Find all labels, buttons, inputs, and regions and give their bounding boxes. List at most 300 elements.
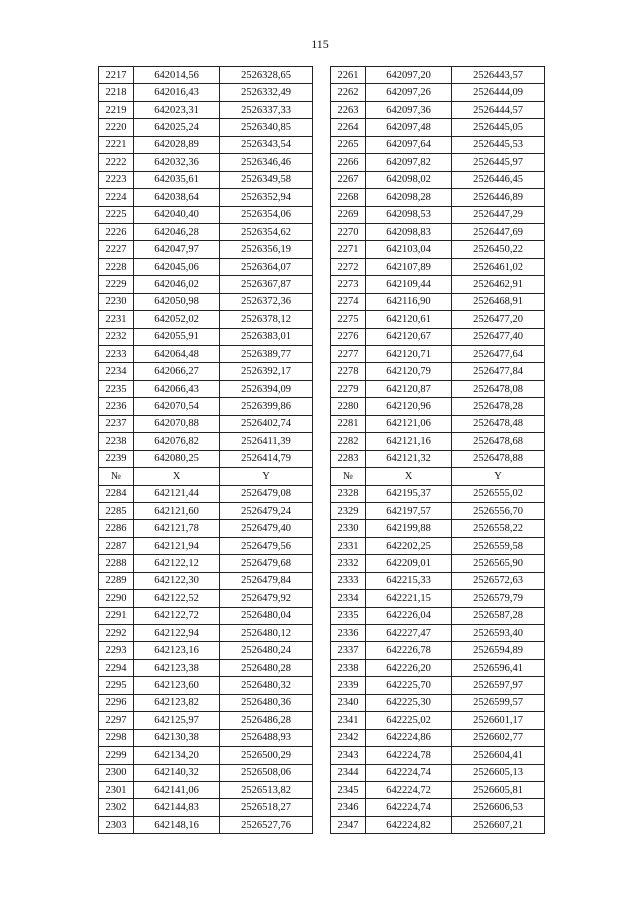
y-coordinate-cell: 2526559,58: [452, 537, 545, 554]
y-coordinate-cell: 2526486,28: [220, 712, 313, 729]
point-number-cell: 2345: [331, 781, 366, 798]
point-number-cell: 2265: [331, 136, 366, 153]
x-coordinate-cell: 642122,72: [134, 607, 220, 624]
x-coordinate-cell: 642040,40: [134, 206, 220, 223]
x-coordinate-cell: 642224,82: [366, 816, 452, 833]
x-coordinate-cell: 642226,20: [366, 659, 452, 676]
x-coordinate-cell: 642224,72: [366, 781, 452, 798]
number-header: №: [331, 468, 366, 485]
point-number-cell: 2232: [99, 328, 134, 345]
y-coordinate-cell: 2526604,41: [452, 747, 545, 764]
y-coordinate-cell: 2526392,17: [220, 363, 313, 380]
y-coordinate-cell: 2526596,41: [452, 659, 545, 676]
y-coordinate-cell: 2526478,28: [452, 398, 545, 415]
point-number-cell: 2268: [331, 189, 366, 206]
y-coordinate-cell: 2526402,74: [220, 415, 313, 432]
x-coordinate-cell: 642023,31: [134, 101, 220, 118]
table-row: [99, 555, 545, 572]
column-gap: [313, 258, 331, 275]
y-coordinate-cell: 2526607,21: [452, 816, 545, 833]
y-coordinate-cell: 2526399,86: [220, 398, 313, 415]
y-coordinate-cell: 2526572,63: [452, 572, 545, 589]
y-coordinate-cell: 2526364,07: [220, 258, 313, 275]
point-number-cell: 2331: [331, 537, 366, 554]
x-coordinate-cell: 642098,28: [366, 189, 452, 206]
x-coordinate-cell: 642121,44: [134, 485, 220, 502]
page-number: 115: [311, 37, 329, 51]
x-coordinate-cell: 642038,64: [134, 189, 220, 206]
x-coordinate-cell: 642123,38: [134, 659, 220, 676]
point-number-cell: 2224: [99, 189, 134, 206]
point-number-cell: 2272: [331, 258, 366, 275]
x-coordinate-cell: 642014,56: [134, 67, 220, 84]
table-row: [99, 380, 545, 397]
table-row: [99, 433, 545, 450]
x-coordinate-cell: 642122,52: [134, 590, 220, 607]
point-number-cell: 2276: [331, 328, 366, 345]
y-coordinate-cell: 2526352,94: [220, 189, 313, 206]
point-number-cell: 2229: [99, 276, 134, 293]
table-row: [99, 659, 545, 676]
x-coordinate-cell: 642098,53: [366, 206, 452, 223]
point-number-cell: 2225: [99, 206, 134, 223]
table-row: [99, 642, 545, 659]
y-coordinate-cell: 2526444,57: [452, 101, 545, 118]
table-row: [99, 398, 545, 415]
point-number-cell: 2297: [99, 712, 134, 729]
point-number-cell: 2230: [99, 293, 134, 310]
point-number-cell: 2271: [331, 241, 366, 258]
y-coordinate-cell: 2526478,48: [452, 415, 545, 432]
y-header: Y: [452, 468, 545, 485]
x-coordinate-cell: 642120,67: [366, 328, 452, 345]
x-coordinate-cell: 642134,20: [134, 747, 220, 764]
column-gap: [313, 502, 331, 519]
column-gap: [313, 607, 331, 624]
point-number-cell: 2290: [99, 590, 134, 607]
x-coordinate-cell: 642121,32: [366, 450, 452, 467]
y-coordinate-cell: 2526513,82: [220, 781, 313, 798]
point-number-cell: 2262: [331, 84, 366, 101]
y-coordinate-cell: 2526349,58: [220, 171, 313, 188]
point-number-cell: 2222: [99, 154, 134, 171]
x-coordinate-cell: 642109,44: [366, 276, 452, 293]
point-number-cell: 2282: [331, 433, 366, 450]
y-coordinate-cell: 2526447,29: [452, 206, 545, 223]
table-row: [99, 450, 545, 467]
point-number-cell: 2217: [99, 67, 134, 84]
y-coordinate-cell: 2526389,77: [220, 346, 313, 363]
y-coordinate-cell: 2526593,40: [452, 625, 545, 642]
y-coordinate-cell: 2526445,53: [452, 136, 545, 153]
y-coordinate-cell: 2526447,69: [452, 223, 545, 240]
point-number-cell: 2274: [331, 293, 366, 310]
column-gap: [313, 729, 331, 746]
column-gap: [313, 537, 331, 554]
x-coordinate-cell: 642221,15: [366, 590, 452, 607]
x-coordinate-cell: 642107,89: [366, 258, 452, 275]
x-coordinate-cell: 642120,61: [366, 311, 452, 328]
point-number-cell: 2296: [99, 694, 134, 711]
y-coordinate-cell: 2526488,93: [220, 729, 313, 746]
x-coordinate-cell: 642121,78: [134, 520, 220, 537]
column-gap: [313, 101, 331, 118]
point-number-cell: 2233: [99, 346, 134, 363]
x-coordinate-cell: 642121,06: [366, 415, 452, 432]
table-row: [99, 415, 545, 432]
table-row: [99, 590, 545, 607]
point-number-cell: 2266: [331, 154, 366, 171]
x-coordinate-cell: 642047,97: [134, 241, 220, 258]
point-number-cell: 2302: [99, 799, 134, 816]
table-row: [99, 328, 545, 345]
column-gap: [313, 67, 331, 84]
column-gap: [313, 189, 331, 206]
point-number-cell: 2303: [99, 816, 134, 833]
column-gap: [313, 206, 331, 223]
column-gap: [313, 154, 331, 171]
point-number-cell: 2339: [331, 677, 366, 694]
y-coordinate-cell: 2526508,06: [220, 764, 313, 781]
y-coordinate-cell: 2526444,09: [452, 84, 545, 101]
y-coordinate-cell: 2526480,28: [220, 659, 313, 676]
y-coordinate-cell: 2526527,76: [220, 816, 313, 833]
point-number-cell: 2238: [99, 433, 134, 450]
y-coordinate-cell: 2526414,79: [220, 450, 313, 467]
x-coordinate-cell: 642209,01: [366, 555, 452, 572]
y-coordinate-cell: 2526445,97: [452, 154, 545, 171]
point-number-cell: 2341: [331, 712, 366, 729]
point-number-cell: 2219: [99, 101, 134, 118]
table-row: [99, 747, 545, 764]
x-coordinate-cell: 642097,82: [366, 154, 452, 171]
x-coordinate-cell: 642046,28: [134, 223, 220, 240]
column-gap: [313, 712, 331, 729]
y-coordinate-cell: 2526479,24: [220, 502, 313, 519]
y-coordinate-cell: 2526597,97: [452, 677, 545, 694]
table-row: [99, 816, 545, 833]
point-number-cell: 2236: [99, 398, 134, 415]
point-number-cell: 2342: [331, 729, 366, 746]
y-coordinate-cell: 2526372,36: [220, 293, 313, 310]
y-coordinate-cell: 2526340,85: [220, 119, 313, 136]
column-gap: [313, 311, 331, 328]
y-coordinate-cell: 2526479,84: [220, 572, 313, 589]
point-number-cell: 2283: [331, 450, 366, 467]
column-gap: [313, 781, 331, 798]
x-coordinate-cell: 642226,78: [366, 642, 452, 659]
point-number-cell: 2275: [331, 311, 366, 328]
y-coordinate-cell: 2526480,32: [220, 677, 313, 694]
column-gap: [313, 694, 331, 711]
x-coordinate-cell: 642097,36: [366, 101, 452, 118]
coordinates-table-body: [99, 67, 545, 834]
x-coordinate-cell: 642121,94: [134, 537, 220, 554]
y-coordinate-cell: 2526518,27: [220, 799, 313, 816]
y-coordinate-cell: 2526445,05: [452, 119, 545, 136]
y-coordinate-cell: 2526394,09: [220, 380, 313, 397]
table-row: [99, 276, 545, 293]
y-coordinate-cell: 2526478,68: [452, 433, 545, 450]
y-coordinate-cell: 2526446,89: [452, 189, 545, 206]
x-coordinate-cell: 642195,37: [366, 485, 452, 502]
column-gap: [313, 433, 331, 450]
table-row: [99, 311, 545, 328]
y-coordinate-cell: 2526354,62: [220, 223, 313, 240]
header-row: [99, 468, 545, 485]
column-gap: [313, 625, 331, 642]
y-coordinate-cell: 2526477,64: [452, 346, 545, 363]
point-number-cell: 2261: [331, 67, 366, 84]
point-number-cell: 2281: [331, 415, 366, 432]
y-coordinate-cell: 2526479,68: [220, 555, 313, 572]
x-coordinate-cell: 642121,60: [134, 502, 220, 519]
x-coordinate-cell: 642122,30: [134, 572, 220, 589]
x-coordinate-cell: 642224,74: [366, 799, 452, 816]
column-gap: [313, 659, 331, 676]
point-number-cell: 2227: [99, 241, 134, 258]
x-coordinate-cell: 642227,47: [366, 625, 452, 642]
number-header: №: [99, 468, 134, 485]
point-number-cell: 2284: [99, 485, 134, 502]
table-row: [99, 223, 545, 240]
point-number-cell: 2298: [99, 729, 134, 746]
table-row: [99, 520, 545, 537]
y-coordinate-cell: 2526477,40: [452, 328, 545, 345]
y-coordinate-cell: 2526443,57: [452, 67, 545, 84]
y-coordinate-cell: 2526367,87: [220, 276, 313, 293]
point-number-cell: 2292: [99, 625, 134, 642]
y-coordinate-cell: 2526480,04: [220, 607, 313, 624]
y-coordinate-cell: 2526343,54: [220, 136, 313, 153]
point-number-cell: 2294: [99, 659, 134, 676]
x-coordinate-cell: 642123,60: [134, 677, 220, 694]
x-coordinate-cell: 642028,89: [134, 136, 220, 153]
y-coordinate-cell: 2526479,08: [220, 485, 313, 502]
coordinates-table: [98, 66, 545, 834]
x-coordinate-cell: 642097,20: [366, 67, 452, 84]
x-coordinate-cell: 642097,26: [366, 84, 452, 101]
column-gap: [313, 276, 331, 293]
y-coordinate-cell: 2526605,13: [452, 764, 545, 781]
point-number-cell: 2234: [99, 363, 134, 380]
y-coordinate-cell: 2526594,89: [452, 642, 545, 659]
y-coordinate-cell: 2526555,02: [452, 485, 545, 502]
x-coordinate-cell: 642215,33: [366, 572, 452, 589]
x-coordinate-cell: 642035,61: [134, 171, 220, 188]
x-coordinate-cell: 642120,87: [366, 380, 452, 397]
x-header: X: [134, 468, 220, 485]
x-coordinate-cell: 642125,97: [134, 712, 220, 729]
column-gap: [313, 572, 331, 589]
y-coordinate-cell: 2526477,20: [452, 311, 545, 328]
x-coordinate-cell: 642046,02: [134, 276, 220, 293]
table-row: [99, 572, 545, 589]
x-coordinate-cell: 642123,82: [134, 694, 220, 711]
y-coordinate-cell: 2526480,24: [220, 642, 313, 659]
point-number-cell: 2228: [99, 258, 134, 275]
table-row: [99, 625, 545, 642]
x-coordinate-cell: 642140,32: [134, 764, 220, 781]
x-coordinate-cell: 642199,88: [366, 520, 452, 537]
y-coordinate-cell: 2526478,88: [452, 450, 545, 467]
y-coordinate-cell: 2526378,12: [220, 311, 313, 328]
y-coordinate-cell: 2526356,19: [220, 241, 313, 258]
point-number-cell: 2287: [99, 537, 134, 554]
point-number-cell: 2333: [331, 572, 366, 589]
point-number-cell: 2328: [331, 485, 366, 502]
x-coordinate-cell: 642225,70: [366, 677, 452, 694]
point-number-cell: 2267: [331, 171, 366, 188]
point-number-cell: 2334: [331, 590, 366, 607]
point-number-cell: 2300: [99, 764, 134, 781]
column-gap: [313, 642, 331, 659]
x-coordinate-cell: 642070,88: [134, 415, 220, 432]
table-row: [99, 67, 545, 84]
column-gap: [313, 136, 331, 153]
x-coordinate-cell: 642097,48: [366, 119, 452, 136]
point-number-cell: 2223: [99, 171, 134, 188]
point-number-cell: 2335: [331, 607, 366, 624]
x-coordinate-cell: 642120,96: [366, 398, 452, 415]
x-coordinate-cell: 642055,91: [134, 328, 220, 345]
y-coordinate-cell: 2526479,92: [220, 590, 313, 607]
column-gap: [313, 328, 331, 345]
column-gap: [313, 450, 331, 467]
x-coordinate-cell: 642098,83: [366, 223, 452, 240]
point-number-cell: 2264: [331, 119, 366, 136]
x-coordinate-cell: 642066,27: [134, 363, 220, 380]
table-row: [99, 119, 545, 136]
x-coordinate-cell: 642025,24: [134, 119, 220, 136]
column-gap: [313, 346, 331, 363]
column-gap: [313, 119, 331, 136]
column-gap: [313, 293, 331, 310]
x-coordinate-cell: 642016,43: [134, 84, 220, 101]
x-coordinate-cell: 642141,06: [134, 781, 220, 798]
point-number-cell: 2337: [331, 642, 366, 659]
x-coordinate-cell: 642045,06: [134, 258, 220, 275]
y-coordinate-cell: 2526383,01: [220, 328, 313, 345]
x-coordinate-cell: 642123,16: [134, 642, 220, 659]
point-number-cell: 2277: [331, 346, 366, 363]
x-coordinate-cell: 642070,54: [134, 398, 220, 415]
point-number-cell: 2286: [99, 520, 134, 537]
y-header: Y: [220, 468, 313, 485]
column-gap: [313, 677, 331, 694]
y-coordinate-cell: 2526605,81: [452, 781, 545, 798]
table-row: [99, 346, 545, 363]
table-row: [99, 84, 545, 101]
point-number-cell: 2295: [99, 677, 134, 694]
point-number-cell: 2336: [331, 625, 366, 642]
table-row: [99, 101, 545, 118]
table-row: [99, 607, 545, 624]
y-coordinate-cell: 2526328,65: [220, 67, 313, 84]
table-row: [99, 764, 545, 781]
x-coordinate-cell: 642197,57: [366, 502, 452, 519]
table-row: [99, 485, 545, 502]
column-gap: [313, 398, 331, 415]
point-number-cell: 2338: [331, 659, 366, 676]
table-row: [99, 206, 545, 223]
point-number-cell: 2289: [99, 572, 134, 589]
x-coordinate-cell: 642032,36: [134, 154, 220, 171]
column-gap: [313, 468, 331, 485]
column-gap: [313, 555, 331, 572]
x-coordinate-cell: 642121,16: [366, 433, 452, 450]
y-coordinate-cell: 2526450,22: [452, 241, 545, 258]
column-gap: [313, 747, 331, 764]
table-row: [99, 502, 545, 519]
y-coordinate-cell: 2526337,33: [220, 101, 313, 118]
x-coordinate-cell: 642225,02: [366, 712, 452, 729]
point-number-cell: 2330: [331, 520, 366, 537]
x-coordinate-cell: 642122,94: [134, 625, 220, 642]
y-coordinate-cell: 2526565,90: [452, 555, 545, 572]
table-row: [99, 171, 545, 188]
column-gap: [313, 799, 331, 816]
table-row: [99, 729, 545, 746]
column-gap: [313, 223, 331, 240]
x-coordinate-cell: 642080,25: [134, 450, 220, 467]
table-row: [99, 799, 545, 816]
column-gap: [313, 590, 331, 607]
x-coordinate-cell: 642066,43: [134, 380, 220, 397]
point-number-cell: 2270: [331, 223, 366, 240]
point-number-cell: 2220: [99, 119, 134, 136]
y-coordinate-cell: 2526468,91: [452, 293, 545, 310]
point-number-cell: 2273: [331, 276, 366, 293]
table-row: [99, 293, 545, 310]
column-gap: [313, 764, 331, 781]
table-row: [99, 258, 545, 275]
x-coordinate-cell: 642116,90: [366, 293, 452, 310]
x-coordinate-cell: 642064,48: [134, 346, 220, 363]
point-number-cell: 2221: [99, 136, 134, 153]
table-row: [99, 154, 545, 171]
table-row: [99, 136, 545, 153]
table-row: [99, 781, 545, 798]
point-number-cell: 2280: [331, 398, 366, 415]
x-coordinate-cell: 642050,98: [134, 293, 220, 310]
x-coordinate-cell: 642122,12: [134, 555, 220, 572]
column-gap: [313, 84, 331, 101]
point-number-cell: 2285: [99, 502, 134, 519]
y-coordinate-cell: 2526480,36: [220, 694, 313, 711]
x-coordinate-cell: 642224,86: [366, 729, 452, 746]
point-number-cell: 2237: [99, 415, 134, 432]
y-coordinate-cell: 2526462,91: [452, 276, 545, 293]
y-coordinate-cell: 2526461,02: [452, 258, 545, 275]
x-coordinate-cell: 642226,04: [366, 607, 452, 624]
point-number-cell: 2329: [331, 502, 366, 519]
point-number-cell: 2288: [99, 555, 134, 572]
column-gap: [313, 816, 331, 833]
point-number-cell: 2301: [99, 781, 134, 798]
point-number-cell: 2226: [99, 223, 134, 240]
y-coordinate-cell: 2526556,70: [452, 502, 545, 519]
point-number-cell: 2291: [99, 607, 134, 624]
x-coordinate-cell: 642120,71: [366, 346, 452, 363]
x-coordinate-cell: 642224,78: [366, 747, 452, 764]
y-coordinate-cell: 2526558,22: [452, 520, 545, 537]
x-coordinate-cell: 642103,04: [366, 241, 452, 258]
y-coordinate-cell: 2526346,46: [220, 154, 313, 171]
x-header: X: [366, 468, 452, 485]
table-row: [99, 189, 545, 206]
table-row: [99, 537, 545, 554]
